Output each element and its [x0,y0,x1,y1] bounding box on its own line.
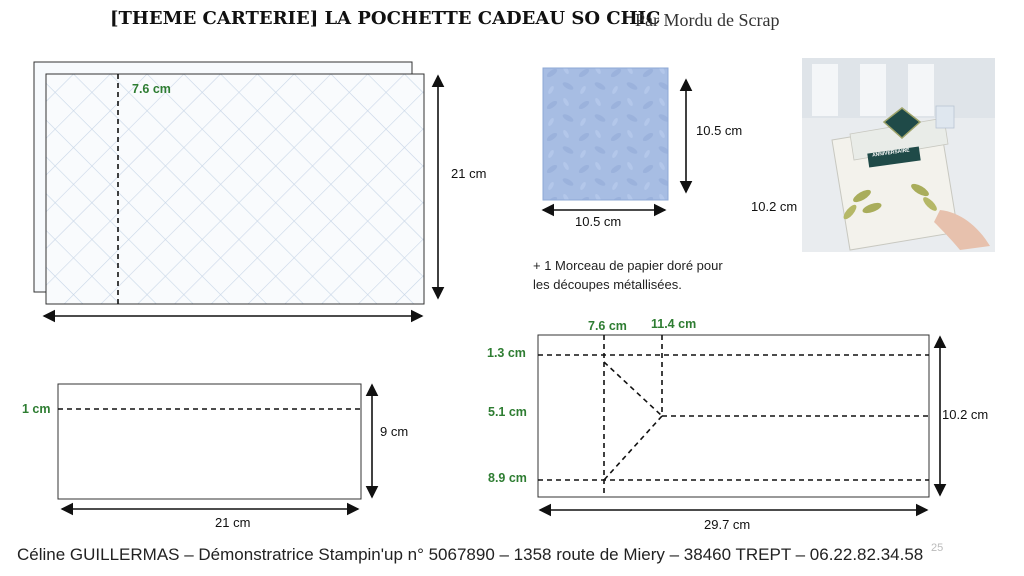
large-panel [34,62,438,316]
square-height-label: 10.5 cm [696,123,743,138]
envelope-score-x2-label: 11.4 cm [651,317,697,331]
square-width-label: 10.5 cm [575,214,622,229]
strip-width-label: 21 cm [215,515,251,530]
envelope-panel [538,335,940,510]
gold-paper-note [533,256,723,294]
product-photo [802,58,995,252]
envelope-score-y3-label: 8.9 cm [488,471,527,485]
square-paper [543,68,686,210]
strip-score-label: 1 cm [22,402,51,416]
photo-banner-text: ANNIVERSAIRE [871,147,911,159]
envelope-score-y2-label: 5.1 cm [488,405,527,419]
front-sheet [46,74,424,304]
page-number: 25 [931,542,944,554]
page-byline: Par Mordu de Scrap [635,10,780,30]
envelope-height-label: 10.2 cm [942,407,989,422]
note-line-1: + 1 Morceau de papier doré pour [533,258,723,273]
envelope-score-x1-label: 7.6 cm [588,319,627,333]
photo-height-label: 10.2 cm [751,199,798,214]
note-line-2: les découpes métallisées. [533,277,682,292]
strip-height-label: 9 cm [380,424,409,439]
envelope-score-y1-label: 1.3 cm [487,346,526,360]
envelope-width-label: 29.7 cm [704,517,751,532]
panel-height-label: 21 cm [451,166,487,181]
small-strip [58,384,372,509]
fold-label: 7.6 cm [132,82,171,96]
footer-contact: Céline GUILLERMAS – Démonstratrice Stampin'up n° 5067890 – 1358 route de Miery – 38460 TREPT – 06.22.82.34.58 [17,545,924,564]
page-title: [THEME CARTERIE] LA POCHETTE CADEAU SO CHIC [110,8,661,29]
